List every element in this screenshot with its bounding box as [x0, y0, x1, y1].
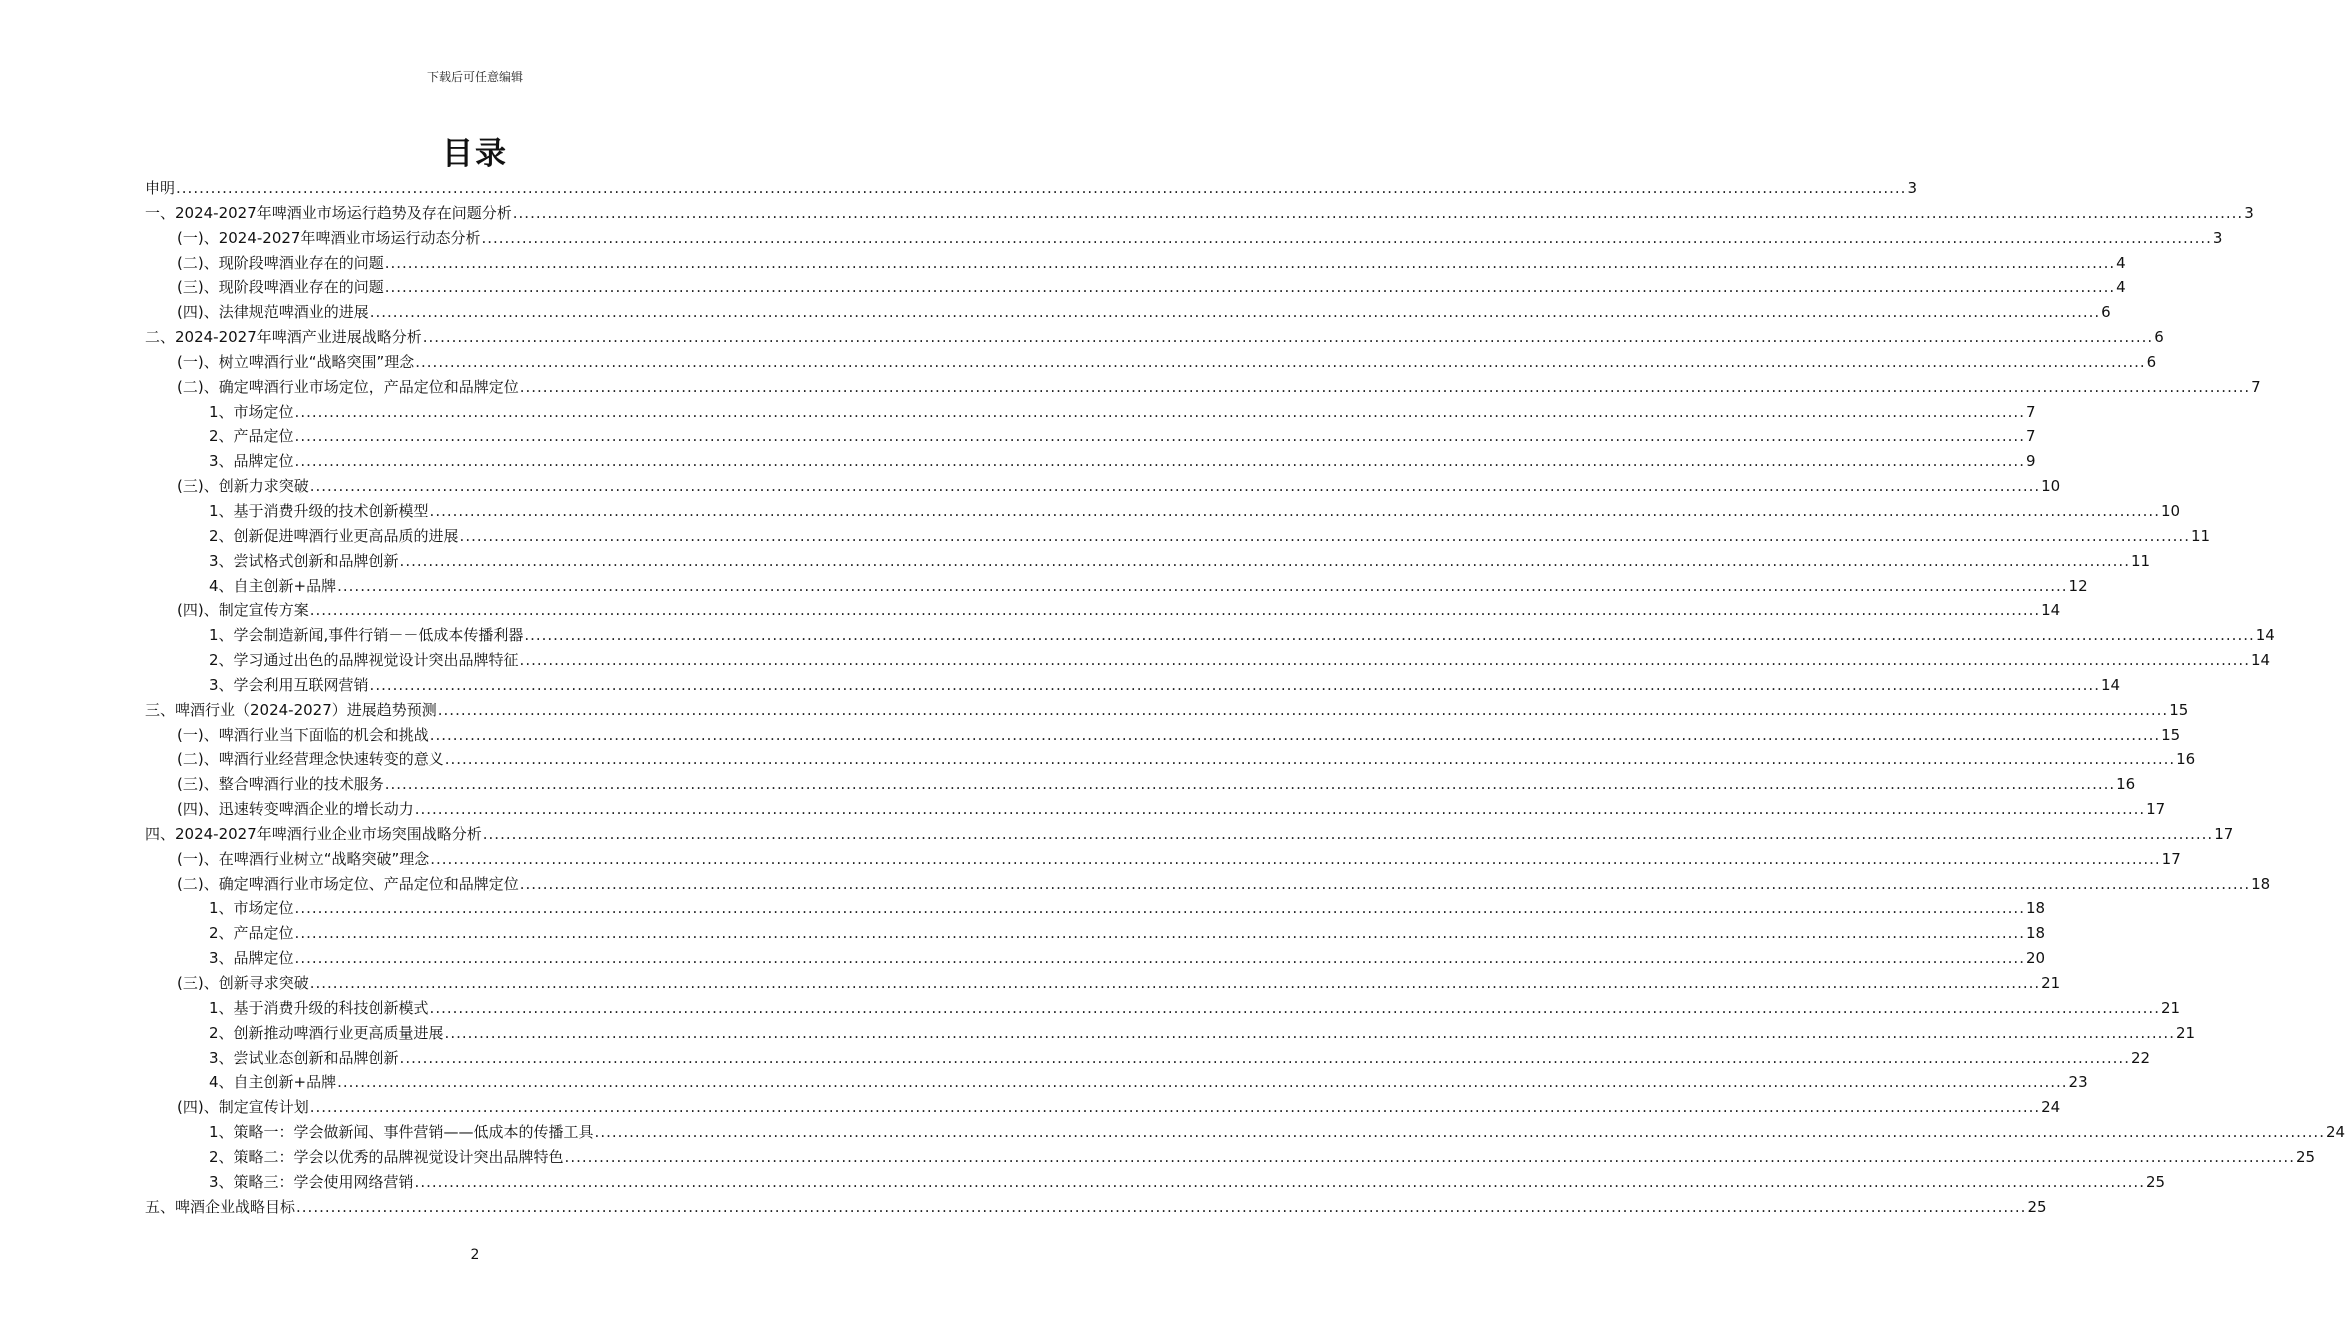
- toc-entry-title: 申明: [145, 179, 176, 197]
- toc-leader-dots: ............................................................................................................................................................................................................................................................................................................: [384, 775, 2116, 794]
- toc-entry-page: 3: [1907, 179, 1917, 197]
- toc-entry-title: 3、尝试格式创新和品牌创新: [209, 551, 399, 570]
- toc-leader-dots: ............................................................................................................................................................................................................................................................................................................: [519, 377, 2251, 396]
- toc-entry-title: 3、学会利用互联网营销: [209, 675, 369, 694]
- toc-entry-title: 3、策略三：学会使用网络营销: [209, 1172, 414, 1191]
- toc-leader-dots: ............................................................................................................................................................................................................................................................................................................: [337, 1073, 2068, 1092]
- toc-entry-title: (三)、创新力求突破: [177, 477, 309, 496]
- toc-entry[interactable]: [145, 325, 2164, 350]
- toc-entry-title: 3、品牌定位: [209, 452, 294, 471]
- toc-entry-page: 18: [2025, 924, 2046, 943]
- toc-entry[interactable]: [145, 449, 2036, 474]
- toc-entry-page: 9: [2025, 452, 2036, 471]
- toc-entry[interactable]: [145, 1195, 2047, 1220]
- toc-entry-page: 3: [2212, 228, 2223, 247]
- table-of-contents: [145, 176, 2345, 1219]
- toc-leader-dots: ............................................................................................................................................................................................................................................................................................................: [414, 800, 2146, 819]
- toc-entry-title: 3、品牌定位: [209, 949, 294, 968]
- toc-entry[interactable]: [145, 822, 2234, 847]
- toc-leader-dots: ............................................................................................................................................................................................................................................................................................................: [512, 203, 2244, 222]
- toc-entry-title: (四)、制定宣传计划: [177, 1098, 309, 1117]
- toc-leader-dots: ............................................................................................................................................................................................................................................................................................................: [176, 179, 1907, 197]
- toc-leader-dots: ............................................................................................................................................................................................................................................................................................................: [482, 824, 2214, 843]
- toc-leader-dots: ............................................................................................................................................................................................................................................................................................................: [309, 1098, 2041, 1117]
- toc-entry-page: 20: [2025, 949, 2046, 968]
- toc-leader-dots: ............................................................................................................................................................................................................................................................................................................: [519, 874, 2251, 893]
- toc-entry-page: 16: [2116, 775, 2136, 794]
- toc-entry[interactable]: [145, 1046, 2151, 1071]
- toc-leader-dots: ............................................................................................................................................................................................................................................................................................................: [294, 402, 2025, 421]
- toc-leader-dots: ............................................................................................................................................................................................................................................................................................................: [309, 974, 2041, 992]
- toc-entry-page: 11: [2130, 551, 2151, 570]
- toc-entry-title: (一)、啤酒行业当下面临的机会和挑战: [177, 725, 429, 744]
- toc-entry[interactable]: [145, 424, 2036, 449]
- toc-entry-page: 18: [2025, 899, 2046, 918]
- toc-entry-title: 1、基于消费升级的科技创新模式: [209, 998, 429, 1017]
- toc-entry[interactable]: [145, 1145, 2316, 1170]
- toc-entry-page: 11: [2190, 526, 2211, 545]
- toc-entry-title: (三)、整合啤酒行业的技术服务: [177, 775, 384, 794]
- toc-leader-dots: ............................................................................................................................................................................................................................................................................................................: [430, 849, 2161, 868]
- toc-leader-dots: ............................................................................................................................................................................................................................................................................................................: [399, 551, 2130, 570]
- toc-entry-title: 一、2024-2027年啤酒业市场运行趋势及存在问题分析: [145, 203, 512, 222]
- toc-entry[interactable]: [145, 499, 2181, 524]
- toc-entry[interactable]: [145, 201, 2254, 226]
- toc-leader-dots: ............................................................................................................................................................................................................................................................................................................: [437, 700, 2169, 719]
- toc-entry-page: 22: [2130, 1048, 2151, 1067]
- toc-entry[interactable]: [145, 524, 2211, 549]
- toc-entry-page: 14: [2100, 675, 2121, 694]
- toc-leader-dots: ............................................................................................................................................................................................................................................................................................................: [459, 526, 2190, 545]
- toc-entry-page: 25: [2295, 1147, 2316, 1166]
- toc-entry[interactable]: [145, 698, 2189, 723]
- toc-entry[interactable]: [145, 1120, 2345, 1145]
- toc-entry-title: (二)、确定啤酒行业市场定位，产品定位和品牌定位: [177, 377, 519, 396]
- toc-entry[interactable]: [145, 300, 2111, 325]
- toc-entry[interactable]: [145, 623, 2275, 648]
- toc-entry-title: (二)、确定啤酒行业市场定位、产品定位和品牌定位: [177, 874, 519, 893]
- toc-entry[interactable]: [145, 375, 2261, 400]
- toc-entry-title: 2、创新促进啤酒行业更高品质的进展: [209, 526, 459, 545]
- toc-leader-dots: ............................................................................................................................................................................................................................................................................................................: [309, 477, 2041, 496]
- toc-entry[interactable]: [145, 549, 2151, 574]
- toc-entry-page: 7: [2025, 402, 2036, 421]
- toc-entry-page: 3: [2244, 203, 2254, 222]
- toc-entry-title: 4、自主创新+品牌: [209, 1073, 337, 1092]
- toc-entry-page: 16: [2176, 750, 2196, 769]
- toc-entry-title: 2、学习通过出色的品牌视觉设计突出品牌特征: [209, 651, 519, 670]
- toc-entry[interactable]: [145, 598, 2061, 623]
- toc-entry-page: 10: [2041, 477, 2061, 496]
- toc-entry[interactable]: [145, 847, 2181, 872]
- header-note: 下载后可任意编辑: [426, 70, 523, 84]
- toc-entry-title: 2、产品定位: [209, 924, 294, 943]
- toc-leader-dots: ............................................................................................................................................................................................................................................................................................................: [422, 328, 2154, 347]
- toc-entry-page: 14: [2255, 626, 2275, 645]
- toc-entry-title: 三、啤酒行业（2024-2027）进展趋势预测: [145, 700, 437, 719]
- toc-entry[interactable]: [145, 996, 2181, 1021]
- toc-entry-title: (三)、现阶段啤酒业存在的问题: [177, 278, 384, 297]
- toc-entry-page: 21: [2160, 998, 2181, 1017]
- toc-entry-title: (四)、迅速转变啤酒企业的增长动力: [177, 800, 414, 819]
- toc-entry[interactable]: [145, 474, 2061, 499]
- toc-entry-title: 四、2024-2027年啤酒行业企业市场突围战略分析: [145, 824, 482, 843]
- toc-entry-page: 17: [2146, 800, 2166, 819]
- toc-entry[interactable]: [145, 251, 2126, 276]
- toc-leader-dots: ............................................................................................................................................................................................................................................................................................................: [415, 352, 2146, 371]
- toc-entry-page: 14: [2250, 651, 2271, 670]
- page-number: 2: [470, 1247, 480, 1263]
- toc-entry[interactable]: [145, 797, 2166, 822]
- toc-entry-page: 24: [2325, 1123, 2345, 1142]
- toc-leader-dots: ............................................................................................................................................................................................................................................................................................................: [384, 253, 2116, 272]
- toc-leader-dots: ............................................................................................................................................................................................................................................................................................................: [369, 303, 2101, 322]
- toc-leader-dots: ............................................................................................................................................................................................................................................................................................................: [294, 899, 2025, 918]
- toc-entry-title: (四)、制定宣传方案: [177, 601, 309, 620]
- toc-entry[interactable]: [145, 1070, 2088, 1095]
- toc-entry[interactable]: [145, 723, 2181, 748]
- toc-leader-dots: ............................................................................................................................................................................................................................................................................................................: [481, 228, 2212, 247]
- toc-leader-dots: ............................................................................................................................................................................................................................................................................................................: [309, 601, 2041, 620]
- toc-leader-dots: ............................................................................................................................................................................................................................................................................................................: [524, 626, 2255, 645]
- toc-entry-title: 五、啤酒企业战略目标: [145, 1197, 296, 1216]
- toc-entry-page: 25: [2027, 1197, 2047, 1216]
- toc-entry-title: 1、基于消费升级的技术创新模型: [209, 501, 429, 520]
- toc-entry-page: 24: [2041, 1098, 2061, 1117]
- toc-entry[interactable]: [145, 747, 2196, 772]
- toc-entry[interactable]: [145, 1021, 2196, 1046]
- toc-title: 目录: [442, 136, 508, 172]
- toc-entry-title: 3、尝试业态创新和品牌创新: [209, 1048, 399, 1067]
- toc-entry-title: 4、自主创新+品牌: [209, 576, 337, 595]
- toc-leader-dots: ............................................................................................................................................................................................................................................................................................................: [429, 501, 2160, 520]
- toc-leader-dots: ............................................................................................................................................................................................................................................................................................................: [429, 725, 2161, 744]
- toc-entry[interactable]: [145, 1170, 2166, 1195]
- toc-leader-dots: ............................................................................................................................................................................................................................................................................................................: [369, 675, 2100, 694]
- toc-entry[interactable]: [145, 400, 2036, 425]
- toc-entry-page: 7: [2251, 377, 2261, 396]
- toc-leader-dots: ............................................................................................................................................................................................................................................................................................................: [384, 278, 2116, 297]
- toc-entry-title: 2、创新推动啤酒行业更高质量进展: [209, 1023, 444, 1042]
- toc-entry-title: 1、学会制造新闻,事件行销－－低成本传播利器: [209, 626, 524, 645]
- toc-leader-dots: ............................................................................................................................................................................................................................................................................................................: [564, 1147, 2295, 1166]
- toc-entry-page: 7: [2025, 427, 2036, 446]
- toc-entry-title: 2、产品定位: [209, 427, 294, 446]
- toc-entry-title: (二)、现阶段啤酒业存在的问题: [177, 253, 384, 272]
- toc-leader-dots: ............................................................................................................................................................................................................................................................................................................: [337, 576, 2068, 595]
- toc-entry[interactable]: [145, 921, 2046, 946]
- toc-leader-dots: ............................................................................................................................................................................................................................................................................................................: [444, 1023, 2175, 1042]
- toc-leader-dots: ............................................................................................................................................................................................................................................................................................................: [594, 1123, 2325, 1142]
- toc-entry-page: 18: [2251, 874, 2271, 893]
- toc-leader-dots: ............................................................................................................................................................................................................................................................................................................: [399, 1048, 2130, 1067]
- toc-entry-title: 1、市场定位: [209, 899, 294, 918]
- toc-entry-page: 21: [2041, 974, 2061, 992]
- toc-entry-page: 10: [2160, 501, 2181, 520]
- toc-entry-page: 6: [2146, 352, 2157, 371]
- toc-leader-dots: ............................................................................................................................................................................................................................................................................................................: [294, 427, 2025, 446]
- toc-entry-title: (三)、创新寻求突破: [177, 974, 309, 992]
- toc-entry-title: (一)、在啤酒行业树立“战略突破”理念: [177, 849, 430, 868]
- toc-entry-page: 15: [2161, 725, 2181, 744]
- toc-entry-page: 15: [2169, 700, 2189, 719]
- toc-entry-title: (一)、2024-2027年啤酒业市场运行动态分析: [177, 228, 481, 247]
- toc-leader-dots: ............................................................................................................................................................................................................................................................................................................: [294, 452, 2025, 471]
- toc-entry[interactable]: [145, 574, 2088, 599]
- toc-entry-page: 6: [2101, 303, 2111, 322]
- toc-entry[interactable]: [145, 350, 2157, 375]
- toc-entry-title: 1、市场定位: [209, 402, 294, 421]
- toc-leader-dots: ............................................................................................................................................................................................................................................................................................................: [519, 651, 2250, 670]
- toc-entry[interactable]: [145, 176, 1917, 201]
- toc-entry[interactable]: [145, 896, 2046, 921]
- toc-entry[interactable]: [145, 1095, 2061, 1120]
- toc-entry[interactable]: [145, 275, 2126, 300]
- toc-leader-dots: ............................................................................................................................................................................................................................................................................................................: [444, 750, 2176, 769]
- toc-entry[interactable]: [145, 772, 2136, 797]
- toc-entry-page: 17: [2214, 824, 2234, 843]
- toc-entry-page: 14: [2041, 601, 2061, 620]
- toc-entry[interactable]: [145, 946, 2046, 971]
- toc-entry-title: 1、策略一：学会做新闻、事件营销——低成本的传播工具: [209, 1123, 594, 1142]
- toc-entry-page: 23: [2068, 1073, 2088, 1092]
- toc-entry-page: 17: [2161, 849, 2181, 868]
- toc-entry[interactable]: [145, 648, 2271, 673]
- toc-entry-page: 6: [2154, 328, 2164, 347]
- toc-entry[interactable]: [145, 971, 2061, 996]
- toc-entry-page: 12: [2068, 576, 2088, 595]
- toc-leader-dots: ............................................................................................................................................................................................................................................................................................................: [296, 1197, 2027, 1216]
- toc-entry-title: (四)、法律规范啤酒业的进展: [177, 303, 369, 322]
- toc-entry-title: (一)、树立啤酒行业“战略突围”理念: [177, 352, 415, 371]
- toc-entry-page: 4: [2116, 253, 2126, 272]
- toc-entry[interactable]: [145, 872, 2271, 897]
- toc-entry[interactable]: [145, 226, 2223, 251]
- toc-entry-page: 4: [2116, 278, 2126, 297]
- toc-leader-dots: ............................................................................................................................................................................................................................................................................................................: [429, 998, 2160, 1017]
- toc-leader-dots: ............................................................................................................................................................................................................................................................................................................: [294, 949, 2025, 968]
- toc-entry-title: 二、2024-2027年啤酒产业进展战略分析: [145, 328, 422, 347]
- toc-entry[interactable]: [145, 673, 2121, 698]
- toc-entry-title: 2、策略二：学会以优秀的品牌视觉设计突出品牌特色: [209, 1147, 564, 1166]
- toc-entry-page: 21: [2175, 1023, 2196, 1042]
- toc-entry-title: (二)、啤酒行业经营理念快速转变的意义: [177, 750, 444, 769]
- toc-entry-page: 25: [2145, 1172, 2166, 1191]
- toc-leader-dots: ............................................................................................................................................................................................................................................................................................................: [414, 1172, 2145, 1191]
- toc-leader-dots: ............................................................................................................................................................................................................................................................................................................: [294, 924, 2025, 943]
